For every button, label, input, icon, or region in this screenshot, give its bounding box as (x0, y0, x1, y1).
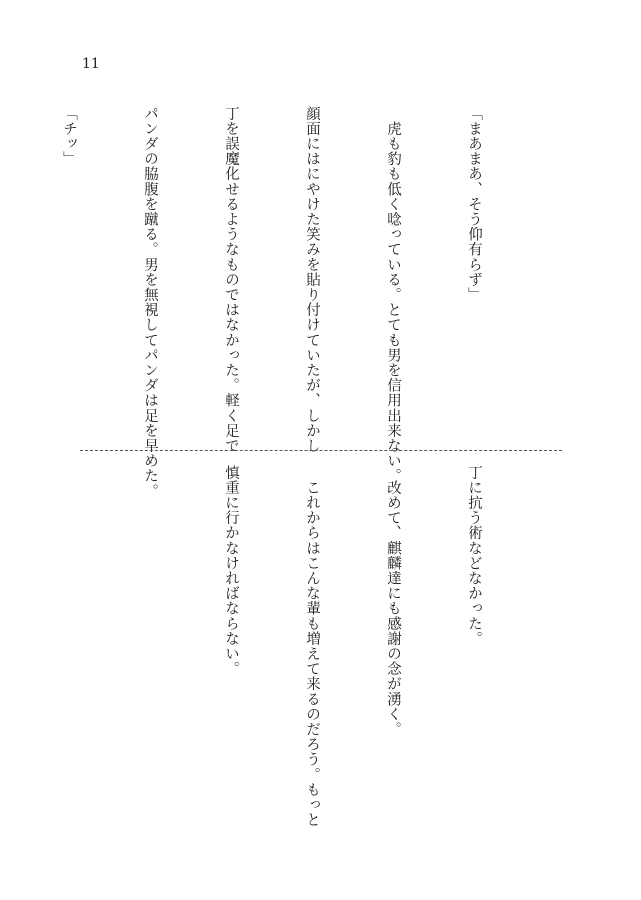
text-column (0, 465, 1, 835)
bottom-text-block (71, 465, 541, 835)
page-number: 11 (82, 56, 100, 72)
text-column: 改めて、麒麟達にも感謝の念が湧く。 (385, 465, 401, 737)
text-column: 「チッ」 (61, 106, 77, 167)
text-column: 丁に抗う術などなかった。 (466, 465, 482, 647)
text-column: 丁を誤魔化せるようなものではなかった。軽く足で (223, 106, 239, 454)
text-column: これからはこんな輩も増えて来るのだろう。もっと (304, 465, 320, 828)
text-column: 顔面にはにやけた笑みを貼り付けていたが、しかし (304, 106, 320, 454)
text-column: 慎重に行かなければならない。 (223, 465, 239, 677)
text-column (0, 106, 1, 436)
text-column (55, 465, 82, 835)
text-column: 「まあまあ、そう仰有らず」 (466, 106, 482, 303)
text-column: パンダの脇腹を蹴る。男を無視してパンダは足を早めた。 (142, 106, 158, 499)
section-divider (80, 450, 562, 451)
top-text-block (61, 106, 541, 499)
text-column: 虎も豹も低く唸っている。とても男を信用出来ない。 (385, 106, 401, 484)
text-column (136, 465, 163, 835)
